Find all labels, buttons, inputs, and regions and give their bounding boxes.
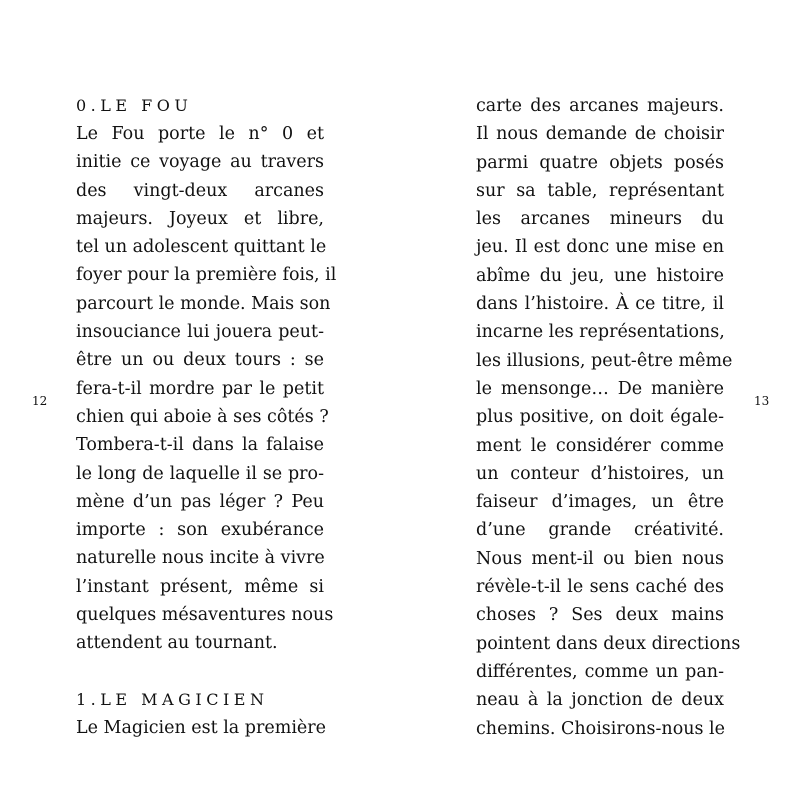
text-line: sur sa table, représentant: [476, 180, 724, 201]
page-number-left: 12: [32, 394, 48, 408]
text-line: ment le considérer comme: [476, 435, 724, 456]
section-body-le-fou: [76, 120, 337, 658]
section-gap: [76, 658, 324, 686]
text-line: les arcanes mineurs du: [476, 209, 724, 230]
right-page: [476, 92, 741, 743]
right-page-body: [476, 92, 741, 743]
page-number-right: 13: [754, 394, 770, 408]
section-heading-le-magicien: 1.LE MAGICIEN: [76, 689, 269, 709]
text-line: foyer pour la première fois, il: [76, 265, 337, 286]
text-line: le mensonge… De manière: [476, 378, 724, 399]
left-page: [76, 92, 337, 742]
text-line: plus positive, on doit égale-: [476, 407, 724, 428]
text-line: d’une grande créativité.: [476, 520, 724, 541]
text-line: majeurs. Joyeux et libre,: [76, 208, 324, 229]
text-line: Le Fou porte le n° 0 et: [76, 124, 324, 144]
text-line: pointent dans deux directions: [476, 633, 741, 654]
text-line: faiseur d’images, un être: [476, 492, 724, 513]
text-line: abîme du jeu, une histoire: [476, 265, 724, 286]
text-line: dans l’histoire. À ce titre, il: [476, 294, 724, 315]
text-line: importe : son exubérance: [76, 520, 324, 541]
text-line: attendent au tournant.: [76, 633, 278, 654]
text-line: les illusions, peut-être même: [476, 350, 733, 371]
text-line: tel un adolescent quittant le: [76, 237, 327, 258]
section-body-le-magicien: [76, 714, 324, 742]
text-line: mène d’un pas léger ? Peu: [76, 491, 324, 512]
text-line: incarne les représentations,: [476, 322, 725, 343]
text-line: chien qui aboie à ses côtés ?: [76, 406, 329, 427]
text-line: naturelle nous incite à vivre: [76, 548, 325, 569]
text-line: fera-t-il mordre par le petit: [76, 378, 324, 399]
text-line: carte des arcanes majeurs.: [476, 96, 724, 116]
text-line: un conteur d’histoires, un: [476, 463, 724, 484]
text-line: être un ou deux tours : se: [76, 350, 324, 371]
text-line: choses ? Ses deux mains: [476, 605, 724, 626]
text-line: Il nous demande de choisir: [476, 124, 724, 145]
text-line: jeu. Il est donc une mise en: [476, 237, 724, 258]
text-line: Le Magicien est la première: [76, 717, 326, 738]
text-line: Tombera-t-il dans la falaise: [76, 435, 324, 456]
text-line: insouciance lui jouera peut-: [76, 322, 324, 343]
section-heading-le-fou: 0.LE FOU: [76, 96, 193, 115]
text-line: neau à la jonction de deux: [476, 690, 724, 711]
text-line: chemins. Choisirons-nous le: [476, 718, 726, 739]
text-line: l’instant présent, même si: [76, 576, 324, 597]
text-line: Nous ment-il ou bien nous: [476, 548, 724, 569]
text-line: initie ce voyage au travers: [76, 152, 324, 173]
text-line: des vingt-deux arcanes: [76, 180, 324, 201]
text-line: révèle-t-il le sens caché des: [476, 577, 724, 598]
text-line: parmi quatre objets posés: [476, 152, 724, 173]
text-line: différentes, comme un pan-: [476, 661, 724, 682]
text-line: quelques mésaventures nous: [76, 605, 334, 626]
text-line: parcourt le monde. Mais son: [76, 293, 331, 314]
text-line: le long de laquelle il se pro-: [76, 463, 324, 484]
